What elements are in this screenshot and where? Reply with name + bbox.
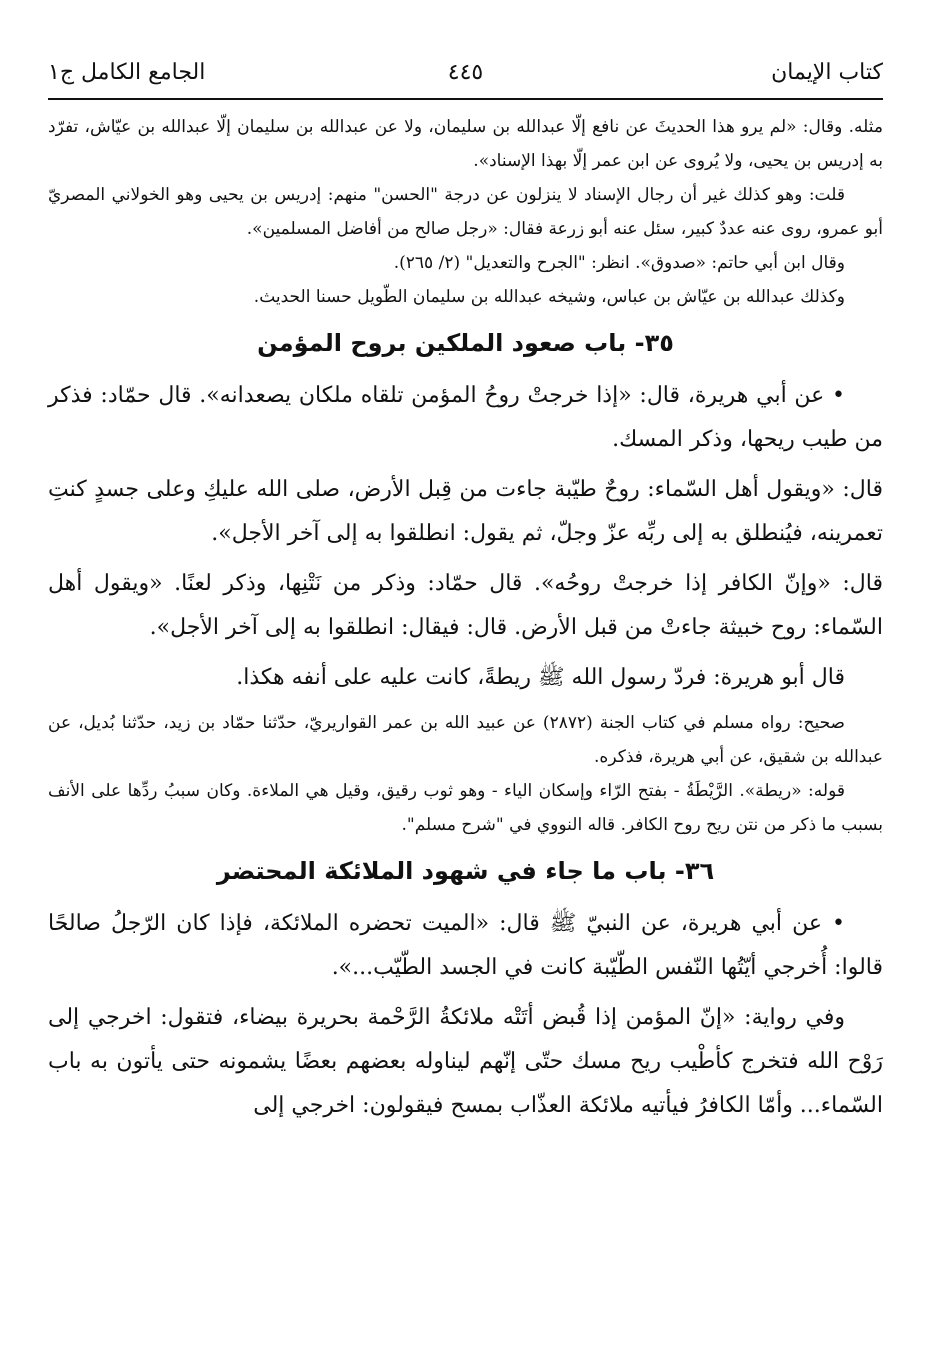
note-paragraph: مثله. وقال: «لم يرو هذا الحديثَ عن نافع إلّا عبدالله بن سليمان، ولا عن عبدالله بن سليمان إلّا عبدالله بن عيّاش، تفرّد به إدريس بن يحيى، ولا يُروى عن ابن عمر إلّا بهذا الإسناد». — [48, 117, 883, 171]
page-header — [48, 60, 883, 94]
hadith-paragraph: قال: «وإنّ الكافر إذا خرجتْ روحُه». قال حمّاد: وذكر من نَتْنِها، وذكر لعنًا. «ويقول أهل السّماء: روح خبيثة جاءتْ من قبل الأرض. قال: فيقال: انطلقوا به إلى آخر الأجل». — [48, 571, 883, 640]
section-heading: ٣٥- باب صعود الملكين بروح المؤمن — [257, 329, 674, 357]
note-paragraph: وكذلك عبدالله بن عيّاش بن عباس، وشيخه عبدالله بن سليمان الطّويل حسنا الحديث. — [253, 287, 845, 307]
header-divider — [48, 98, 883, 100]
section-35-body — [48, 374, 883, 842]
section-36-body — [48, 902, 883, 1128]
hadith-paragraph: • عن أبي هريرة، عن النبيّ ﷺ قال: «الميت تحضره الملائكة، فإذا كان الرّجلُ صالحًا قالوا: أُخرجي أيّتُها النّفس الطّيّبة كانت في الجسد الطّيّب...». — [48, 911, 883, 980]
page-number: ٤٤٥ — [447, 60, 484, 85]
note-paragraph: قلت: وهو كذلك غير أن رجال الإسناد لا ينزلون عن درجة "الحسن" منهم: إدريس بن يحيى وهو الخولاني المصريّ أبو عمرو، روى عنه عددٌ كبير، سئل عنه أبو زرعة فقال: «رجل صالح من أفاضل المسلمين». — [48, 185, 883, 239]
chapter-title: كتاب الإيمان — [771, 60, 883, 85]
hadith-paragraph: وفي رواية: «إنّ المؤمن إذا قُبض أتَتْه ملائكةُ الرَّحْمة بحريرة بيضاء، فتقول: اخرجي إلى رَوْح الله فتخرج كأطْيب ريح مسك حتّى إنّهم ليناوله بعضهم بعضًا يشمونه حتى يأتون به باب السّماء... وأمّا الكافرُ فيأتيه ملائكة العذّاب بمسح فيقولون: اخرجي إلى — [48, 1005, 883, 1118]
section-heading: ٣٦- باب ما جاء في شهود الملائكة المحتضر — [216, 857, 715, 885]
note-paragraph: وقال ابن أبي حاتم: «صدوق». انظر: "الجرح والتعديل" (٢/ ٢٦٥). — [393, 253, 845, 273]
takhrij-note: صحيح: رواه مسلم في كتاب الجنة (٢٨٧٢) عن عبيد الله بن عمر القواريريّ، حدّثنا حمّاد بن زيد، حدّثنا بُديل، عن عبدالله بن شقيق، عن أبي هريرة، فذكره. — [48, 713, 883, 767]
hadith-paragraph: قال: «ويقول أهل السّماء: روحٌ طيّبة جاءت من قِبل الأرض، صلى الله عليكِ وعلى جسدٍ كنتِ تعمرينه، فيُنطلق به إلى ربِّه عزّ وجلّ، ثم يقول: انطلقوا به إلى آخر الأجل». — [48, 477, 883, 546]
book-title: الجامع الكامل ج١ — [48, 60, 206, 85]
takhrij-note: قوله: «ريطة». الرَّيْطَةُ - بفتح الرّاء وإسكان الياء - وهو ثوب رقيق، وقيل هي الملاءة. وكان سببُ ردِّها على الأنف بسبب ما ذكر من نتن ريح روح الكافر. قاله النووي في "شرح مسلم". — [48, 781, 883, 835]
hadith-paragraph: • عن أبي هريرة، قال: «إذا خرجتْ روحُ المؤمن تلقاه ملكان يصعدانه». قال حمّاد: فذكر من طيب ريحها، وذكر المسك. — [48, 383, 883, 452]
footnote-block-top — [48, 110, 883, 314]
hadith-paragraph: قال أبو هريرة: فردّ رسول الله ﷺ ريطةً، كانت عليه على أنفه هكذا. — [236, 665, 845, 690]
